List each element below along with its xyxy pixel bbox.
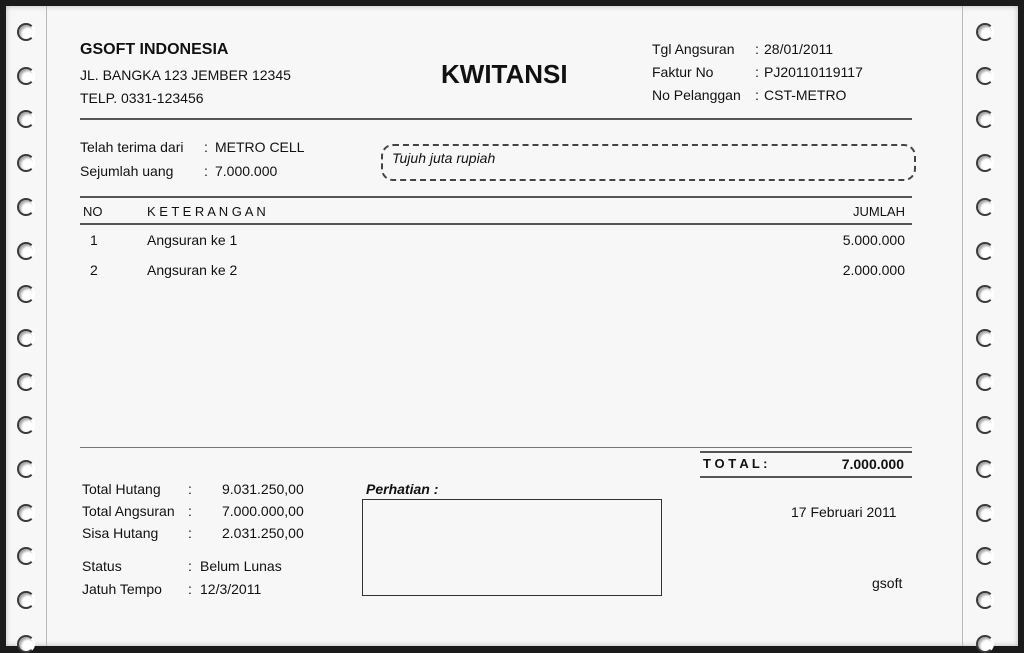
receipt-paper — [6, 6, 1018, 646]
meta-value-customer: CST-METRO — [764, 87, 847, 103]
row-amount: 5.000.000 — [842, 232, 905, 248]
status-label: Status — [82, 558, 122, 574]
column-header-amount: JUMLAH — [852, 204, 905, 219]
summary-value-total-installment: 7.000.000,00 — [222, 503, 304, 519]
due-date-value: 12/3/2011 — [200, 581, 262, 597]
tractor-hole — [17, 591, 35, 609]
tractor-hole — [17, 373, 35, 391]
due-date-sep: : — [188, 581, 192, 597]
total-value: 7.000.000 — [841, 456, 904, 472]
signature: gsoft — [872, 575, 903, 591]
summary-value-total-debt: 9.031.250,00 — [222, 481, 304, 497]
amount-value: 7.000.000 — [215, 163, 278, 179]
tractor-hole — [976, 635, 994, 653]
amount-in-words: Tujuh juta rupiah — [392, 150, 496, 166]
tractor-hole — [17, 154, 35, 172]
received-from-label: Telah terima dari — [80, 139, 184, 155]
amount-label: Sejumlah uang — [80, 163, 174, 179]
tractor-hole — [17, 110, 35, 128]
meta-value-date: 28/01/2011 — [764, 41, 834, 57]
tractor-hole — [17, 504, 35, 522]
tractor-hole — [17, 23, 35, 41]
issue-date: 17 Februari 2011 — [791, 504, 897, 520]
summary-label-total-debt: Total Hutang — [82, 481, 161, 497]
received-from-value: METRO CELL — [215, 139, 305, 155]
tractor-hole — [976, 329, 994, 347]
total-top-line — [700, 451, 912, 453]
tractor-hole — [17, 198, 35, 216]
summary-label-remaining-debt: Sisa Hutang — [82, 525, 159, 541]
tractor-hole — [976, 416, 994, 434]
meta-sep: : — [755, 87, 759, 103]
company-address: JL. BANGKA 123 JEMBER 12345 — [80, 67, 291, 83]
tractor-hole — [976, 198, 994, 216]
tractor-hole — [976, 242, 994, 260]
tractor-hole — [17, 460, 35, 478]
summary-label-total-installment: Total Angsuran — [82, 503, 175, 519]
right-tractor-line — [962, 6, 963, 646]
tractor-hole — [976, 285, 994, 303]
meta-sep: : — [755, 64, 759, 80]
summary-value-remaining-debt: 2.031.250,00 — [222, 525, 304, 541]
table-top-divider — [80, 196, 912, 198]
meta-label-customer: No Pelanggan — [652, 87, 741, 103]
column-header-no: NO — [83, 204, 103, 219]
tractor-hole — [17, 416, 35, 434]
row-amount: 2.000.000 — [842, 262, 905, 278]
meta-value-invoice: PJ20110119117 — [764, 64, 863, 80]
tractor-hole — [976, 67, 994, 85]
table-header-divider — [80, 223, 912, 225]
tractor-hole — [976, 547, 994, 565]
due-date-label: Jatuh Tempo — [82, 581, 162, 597]
meta-label-invoice: Faktur No — [652, 64, 714, 80]
tractor-hole — [17, 635, 35, 653]
tractor-hole — [976, 591, 994, 609]
row-no: 1 — [90, 232, 98, 248]
tractor-hole — [17, 67, 35, 85]
tractor-hole — [17, 285, 35, 303]
meta-label-date: Tgl Angsuran — [652, 41, 735, 57]
tractor-hole — [17, 329, 35, 347]
total-bottom-line — [700, 476, 912, 478]
column-header-description: K E T E R A N G A N — [147, 204, 266, 219]
row-description: Angsuran ke 2 — [147, 262, 238, 278]
status-value: Belum Lunas — [200, 558, 282, 574]
summary-sep: : — [188, 481, 192, 497]
tractor-hole — [976, 110, 994, 128]
status-sep: : — [188, 558, 192, 574]
note-box — [362, 499, 662, 596]
row-no: 2 — [90, 262, 98, 278]
tractor-hole — [976, 504, 994, 522]
received-from-sep: : — [204, 139, 208, 155]
company-name: GSOFT INDONESIA — [80, 41, 229, 58]
document-title: KWITANSI — [441, 59, 568, 89]
tractor-hole — [17, 547, 35, 565]
row-description: Angsuran ke 1 — [147, 232, 238, 248]
header-divider — [80, 118, 912, 120]
summary-sep: : — [188, 525, 192, 541]
amount-sep: : — [204, 163, 208, 179]
tractor-hole — [976, 460, 994, 478]
meta-sep: : — [755, 41, 759, 57]
company-phone: TELP. 0331-123456 — [80, 90, 204, 106]
tractor-hole — [976, 154, 994, 172]
tractor-hole — [976, 23, 994, 41]
summary-sep: : — [188, 503, 192, 519]
table-bottom-divider — [80, 447, 912, 448]
tractor-hole — [17, 242, 35, 260]
note-label: Perhatian : — [366, 481, 439, 497]
total-label: T O T A L : — [703, 456, 768, 471]
left-tractor-line — [46, 6, 47, 646]
tractor-hole — [976, 373, 994, 391]
